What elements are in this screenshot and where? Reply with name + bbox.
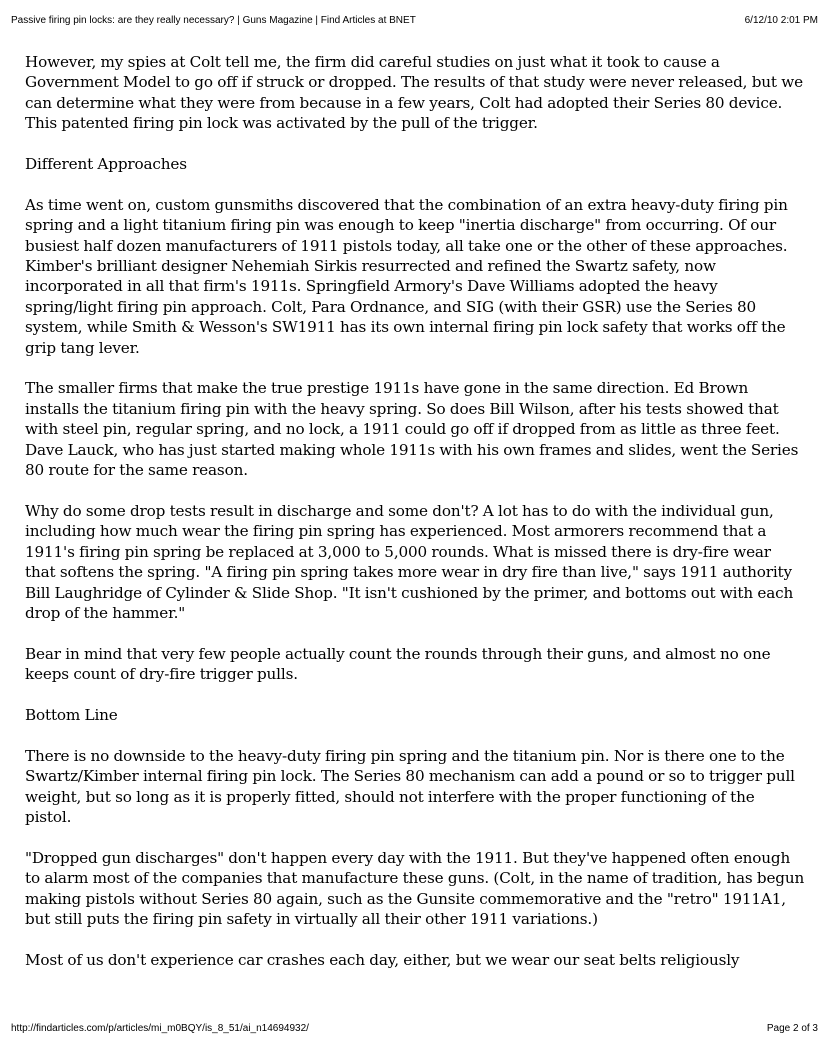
page-number: Page 2 of 3 xyxy=(766,1023,818,1034)
article-body xyxy=(25,52,805,991)
article-paragraph: Most of us don't experience car crashes each day, either, but we wear our seat belts religiously xyxy=(25,950,740,969)
article-paragraph: However, my spies at Colt tell me, the firm did careful studies on just what it took to cause a Government Model to go off if struck or dropped. The results of that study were never released, but we can determine what they were from because in a few years, Colt had adopted their Series 80 device. This patented firing pin lock was activated by the pull of the trigger. xyxy=(25,53,803,133)
section-heading-different-approaches: Different Approaches xyxy=(25,155,187,174)
article-paragraph: Why do some drop tests result in discharge and some don't? A lot has to do with the individual gun, including how much wear the firing pin spring has experienced. Most armorers recommend that a 1911's firing pin spring be replaced at 3,000 to 5,000 rounds. What is missed there is dry-fire wear that softens the spring. "A firing pin spring takes more wear in dry fire than live," says 1911 authority Bill Laughridge of Cylinder & Slide Shop. "It isn't cushioned by the primer, and bottoms out with each drop of the hammer." xyxy=(25,501,794,622)
print-datetime: 6/12/10 2:01 PM xyxy=(744,15,818,26)
article-paragraph: As time went on, custom gunsmiths discovered that the combination of an extra heavy-duty firing pin spring and a light titanium firing pin was enough to keep "inertia discharge" from occurring. Of our busiest half dozen manufacturers of 1911 pistols today, all take one or the other of these approaches. Kimber's brilliant designer Nehemiah Sirkis resurrected and refined the Swartz safety, now incorporated in all that firm's 1911s. Springfield Armory's Dave Williams adopted the heavy spring/light firing pin approach. Colt, Para Ordnance, and SIG (with their GSR) use the Series 80 system, while Smith & Wesson's SW1911 has its own internal firing pin lock safety that works off the grip tang lever. xyxy=(25,195,788,357)
article-paragraph: Bear in mind that very few people actually count the rounds through their guns, and almost no one keeps count of dry-fire trigger pulls. xyxy=(25,644,771,684)
page-url: http://findarticles.com/p/articles/mi_m0BQY/is_8_51/ai_n14694932/ xyxy=(11,1023,309,1034)
article-paragraph: The smaller firms that make the true prestige 1911s have gone in the same direction. Ed Brown installs the titanium firing pin with the heavy spring. So does Bill Wilson, after his tests showed that with steel pin, regular spring, and no lock, a 1911 could go off if dropped from as little as three feet. Dave Lauck, who has just started making whole 1911s with his own frames and slides, went the Series 80 route for the same reason. xyxy=(25,379,799,480)
page-title: Passive firing pin locks: are they really necessary? | Guns Magazine | Find Articles at BNET xyxy=(11,15,416,26)
article-paragraph: "Dropped gun discharges" don't happen every day with the 1911. But they've happened often enough to alarm most of the companies that manufacture these guns. (Colt, in the name of tradition, has begun making pistols without Series 80 again, such as the Gunsite commemorative and the "retro" 1911A1, but still puts the firing pin safety in virtually all their other 1911 variations.) xyxy=(25,848,805,928)
section-heading-bottom-line: Bottom Line xyxy=(25,705,118,724)
print-header xyxy=(11,15,828,29)
article-paragraph: There is no downside to the heavy-duty firing pin spring and the titanium pin. Nor is there one to the Swartz/Kimber internal firing pin lock. The Series 80 mechanism can add a pound or so to trigger pull weight, but so long as it is properly fitted, should not interfere with the proper functioning of the pistol. xyxy=(25,746,795,826)
print-footer xyxy=(11,1023,828,1037)
